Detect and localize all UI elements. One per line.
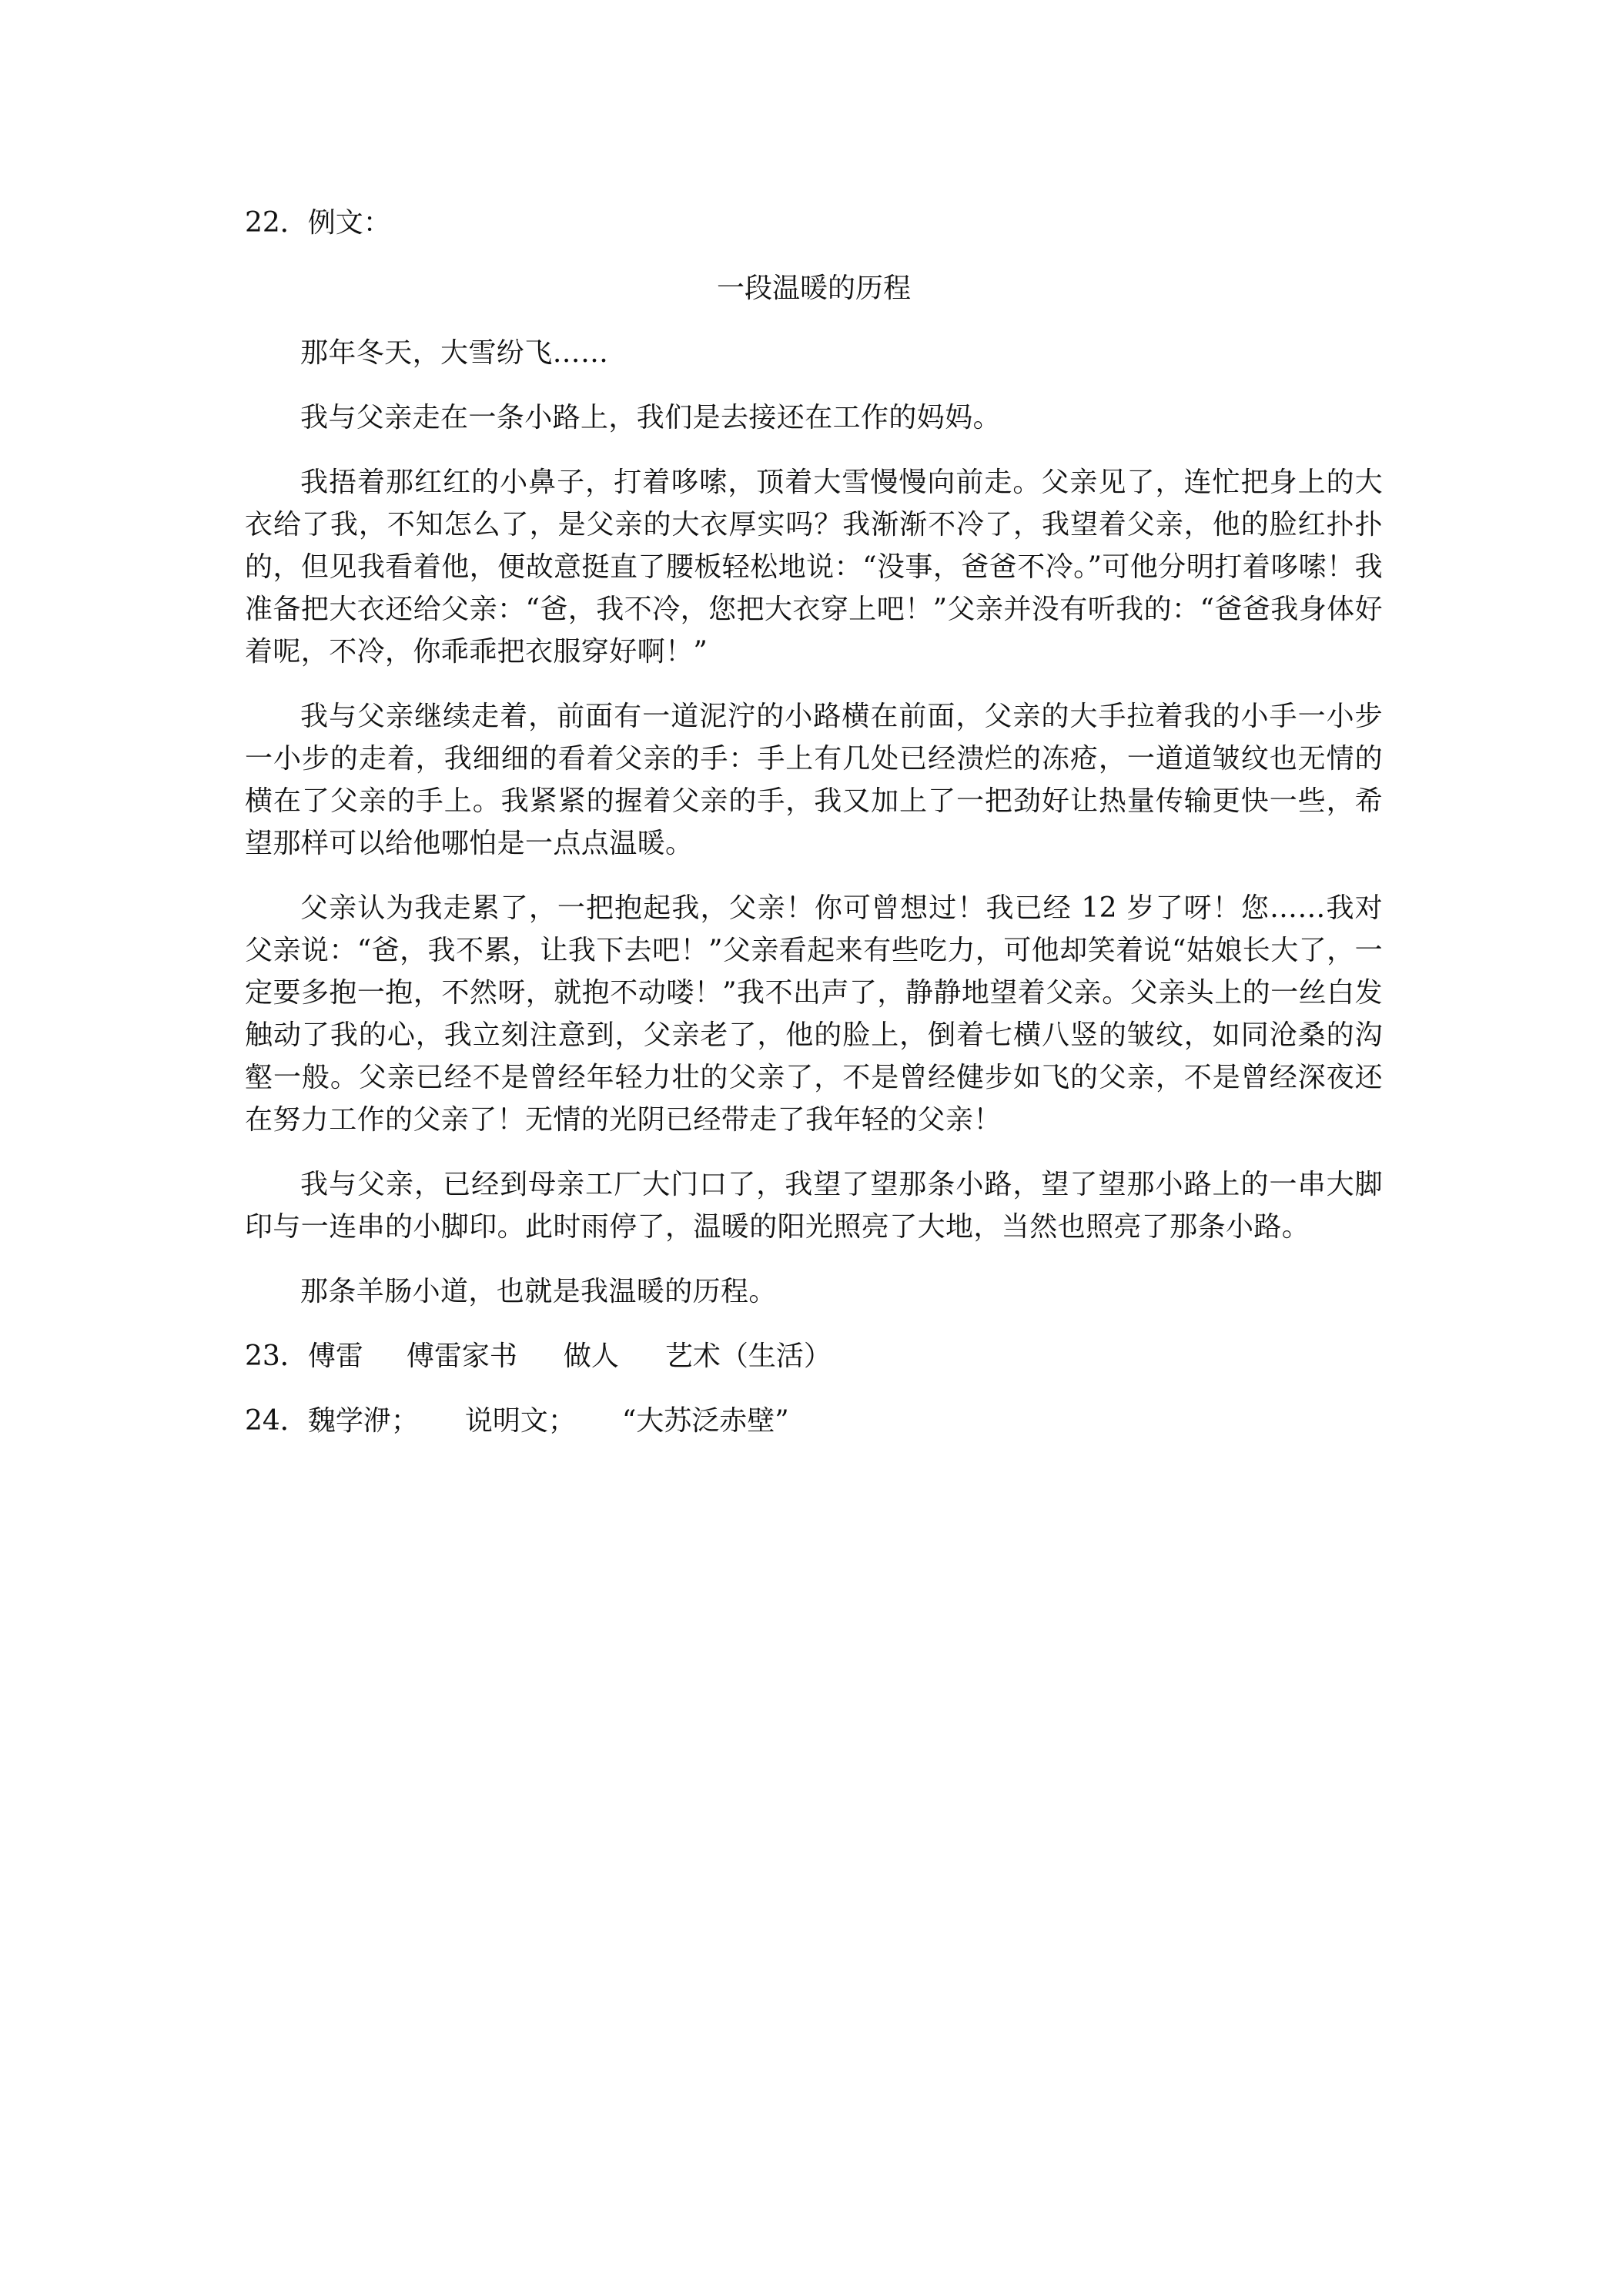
- question-24-number: 24．: [245, 1405, 308, 1437]
- answer-part: 傅雷: [307, 1340, 363, 1372]
- essay-paragraph: 我与父亲继续走着，前面有一道泥泞的小路横在前面，父亲的大手拉着我的小手一小步一小步的走着，我细细的看着父亲的手：手上有几处已经溃烂的冻疮，一道道皱纹也无情的横在了父亲的手上。我紧紧的握着父亲的手，我又加上了一把劲好让热量传输更快一些，希望那样可以给他哪怕是一点点温暖。: [245, 701, 1383, 859]
- page-content: [245, 202, 1383, 1464]
- answer-part: “大苏泛赤壁”: [621, 1405, 789, 1437]
- question-24-answer: [245, 1400, 1383, 1442]
- answer-part: 魏学洢；: [307, 1405, 419, 1437]
- essay-paragraph: 我与父亲走在一条小路上，我们是去接还在工作的妈妈。: [300, 402, 1002, 433]
- answer-part: 做人: [563, 1340, 619, 1372]
- essay-paragraph: 父亲认为我走累了，一把抱起我，父亲！你可曾想过！我已经 12 岁了呀！您……我对父亲说：“爸，我不累，让我下去吧！”父亲看起来有些吃力，可他却笑着说“姑娘长大了，一定要多抱一抱，不然呀，就抱不动喽！”我不出声了，静静地望着父亲。父亲头上的一丝白发触动了我的心，我立刻注意到，父亲老了，他的脸上，倒着七横八竖的皱纹，如同沧桑的沟壑一般。父亲已经不是曾经年轻力壮的父亲了，不是曾经健步如飞的父亲，不是曾经深夜还在努力工作的父亲了！无情的光阴已经带走了我年轻的父亲！: [245, 892, 1383, 1136]
- question-23-answer: [245, 1335, 1383, 1377]
- essay-paragraph: 我与父亲，已经到母亲工厂大门口了，我望了望那条小路，望了望那小路上的一串大脚印与一连串的小脚印。此时雨停了，温暖的阳光照亮了大地，当然也照亮了那条小路。: [245, 1169, 1383, 1243]
- essay-title: 一段温暖的历程: [716, 273, 911, 304]
- answer-part: 说明文；: [464, 1405, 576, 1437]
- question-22-heading: 22．例文：: [245, 207, 391, 239]
- answer-part: 艺术（生活）: [664, 1340, 832, 1372]
- essay-paragraph: 我捂着那红红的小鼻子，打着哆嗦，顶着大雪慢慢向前走。父亲见了，连忙把身上的大衣给了我，不知怎么了，是父亲的大衣厚实吗？我渐渐不冷了，我望着父亲，他的脸红扑扑的，但见我看着他，便故意挺直了腰板轻松地说：“没事，爸爸不冷。”可他分明打着哆嗦！我准备把大衣还给父亲：“爸，我不冷，您把大衣穿上吧！”父亲并没有听我的：“爸爸我身体好着呢，不冷，你乖乖把衣服穿好啊！”: [245, 467, 1383, 668]
- essay-paragraph: 那条羊肠小道，也就是我温暖的历程。: [300, 1276, 777, 1307]
- essay-paragraph: 那年冬天，大雪纷飞……: [300, 337, 609, 369]
- answer-part: 傅雷家书: [406, 1340, 517, 1372]
- question-23-number: 23．: [245, 1340, 308, 1372]
